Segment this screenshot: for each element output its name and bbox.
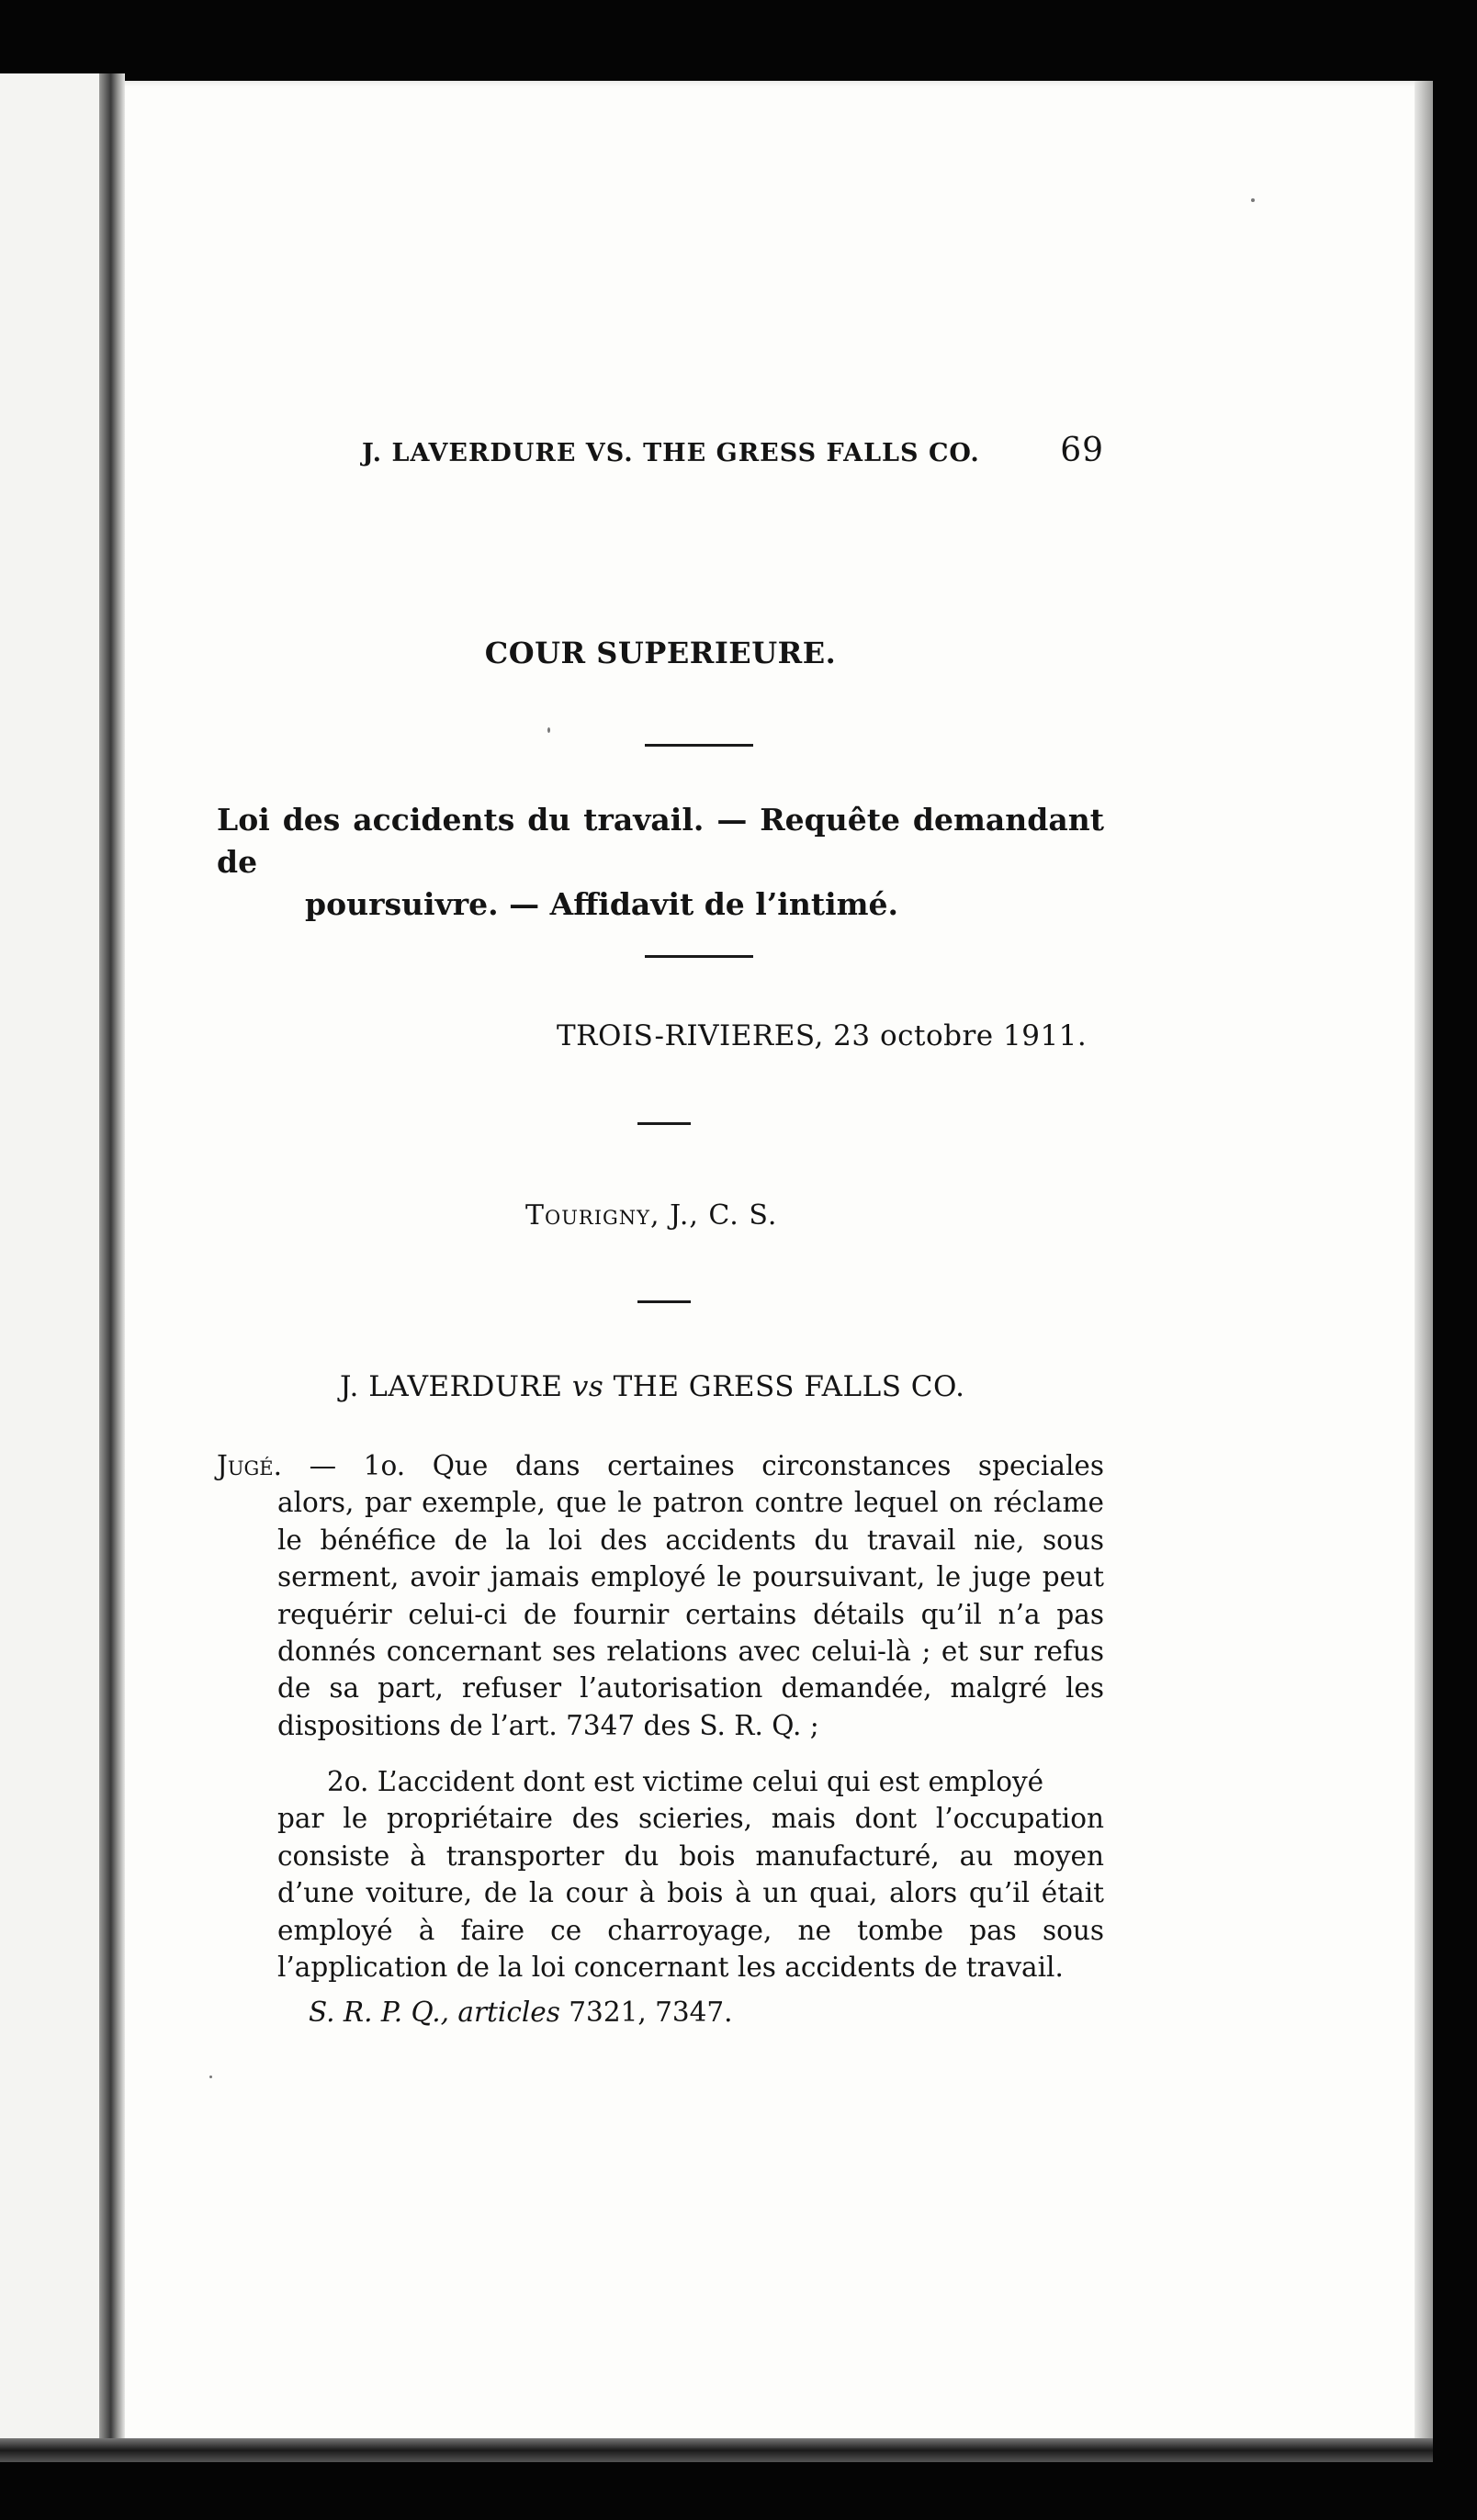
facing-page-edge — [0, 73, 115, 2461]
book-spine-shadow — [99, 73, 125, 2461]
case-vs: vs — [571, 1370, 604, 1403]
judge-name: Tourigny, J., C. S. — [525, 1199, 778, 1232]
case-plaintiff: J. LAVERDURE — [340, 1370, 563, 1403]
citation-source: S. R. P. Q., articles — [309, 1997, 560, 2028]
divider-rule — [637, 1122, 691, 1125]
statute-citation — [309, 1997, 733, 2028]
holding-label: Jugé. — [217, 1450, 283, 1481]
court-heading: COUR SUPERIEURE. — [484, 636, 837, 670]
page-bottom-edge — [0, 2438, 1433, 2462]
running-head — [217, 432, 1104, 468]
scan-speck — [1251, 198, 1255, 202]
scan-speck — [209, 2076, 212, 2078]
subject-heading — [217, 799, 1104, 926]
page-number: 69 — [1060, 432, 1104, 469]
holding-paragraph-1 — [217, 1447, 1104, 1744]
page-right-edge — [1415, 81, 1433, 2459]
holding-paragraph-2 — [217, 1763, 1104, 1986]
citation-numbers: 7321, 7347. — [569, 1997, 733, 2028]
divider-rule — [637, 1300, 691, 1303]
holding-para2-first-line: 2o. L’accident dont est victime celui qui est employé — [327, 1766, 1044, 1797]
divider-rule — [645, 744, 753, 747]
holding-para2-text: par le propriétaire des scieries, mais dont l’occupation consiste à transporter du bois manufacturé, au moyen d’une voiture, de la cour à bois à un quai, alors qu’il était employé à faire ce charroyage, ne tombe pas sous l’application de la loi concernant les accidents de travail. — [277, 1803, 1104, 1984]
place-date: TROIS-RIVIERES, 23 octobre 1911. — [557, 1019, 1088, 1052]
case-title — [340, 1370, 964, 1403]
case-defendant: THE GRESS FALLS CO. — [613, 1370, 965, 1403]
subject-line-2: poursuivre. — Affidavit de l’intimé. — [305, 886, 899, 922]
subject-line-1: Loi des accidents du travail. — Requête demandant de — [217, 802, 1104, 880]
holding-para1-lead: — 1o. Que dans certaines circonstances speciales — [309, 1450, 1104, 1481]
holding-lead-line — [217, 1447, 1104, 1484]
running-title: J. LAVERDURE VS. THE GRESS FALLS CO. — [362, 439, 980, 467]
scan-speck — [547, 727, 550, 733]
holding-para1-text: alors, par exemple, que le patron contre lequel on réclame le bénéfice de la loi des accidents du travail nie, sous serment, avoir jamais employé le poursuivant, le juge peut requérir celui-ci de fournir certains détails qu’il n’a pas donnés concernant ses relations avec celui-là ; et sur refus de sa part, refuser l’autorisation demandée, malgré les dispositions de l’art. 7347 des S. R. Q. ; — [277, 1487, 1104, 1741]
divider-rule — [645, 955, 753, 958]
